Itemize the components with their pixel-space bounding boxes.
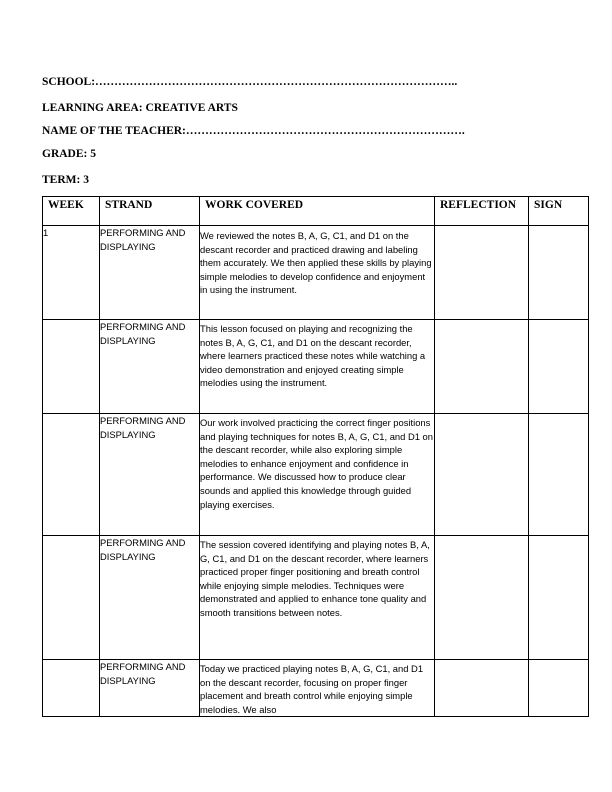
grade-label: GRADE: 5 xyxy=(42,148,96,160)
week-cell xyxy=(43,536,100,660)
reflection-cell xyxy=(435,320,529,414)
teacher-name-field: NAME OF THE TEACHER:………………………………………………………………. xyxy=(42,125,465,137)
week-cell: 1 xyxy=(43,226,100,320)
table-row xyxy=(43,226,589,320)
strand-cell: PERFORMING AND DISPLAYING xyxy=(100,320,200,414)
reflection-cell xyxy=(435,226,529,320)
week-cell xyxy=(43,660,100,717)
record-of-work-table xyxy=(42,196,589,717)
week-cell xyxy=(43,414,100,536)
learning-area-label: LEARNING AREA: CREATIVE ARTS xyxy=(42,102,238,114)
sign-cell xyxy=(529,320,589,414)
work-covered-cell: Today we practiced playing notes B, A, G, C1, and D1 on the descant recorder, focusing on proper finger placement and breath control while enjoying simple melodies. We also xyxy=(200,660,435,717)
column-header-week: WEEK xyxy=(43,197,100,226)
table-row xyxy=(43,536,589,660)
column-header-reflection: REFLECTION xyxy=(435,197,529,226)
column-header-strand: STRAND xyxy=(100,197,200,226)
school-field: SCHOOL:………………………………………………………………………………….. xyxy=(42,76,458,88)
table-row xyxy=(43,414,589,536)
strand-cell: PERFORMING AND DISPLAYING xyxy=(100,226,200,320)
term-label: TERM: 3 xyxy=(42,174,89,186)
work-covered-cell: We reviewed the notes B, A, G, C1, and D1 on the descant recorder and practiced drawing and labeling them accurately. We then applied these skills by playing simple melodies to develop confidence and enjoyment in using the instrument. xyxy=(200,226,435,320)
sign-cell xyxy=(529,536,589,660)
strand-cell: PERFORMING AND DISPLAYING xyxy=(100,536,200,660)
reflection-cell xyxy=(435,660,529,717)
work-covered-cell: This lesson focused on playing and recognizing the notes B, A, G, C1, and D1 on the descant recorder, where learners practiced these notes while watching a video demonstration and enjoyed creating simple melodies using the instrument. xyxy=(200,320,435,414)
strand-cell: PERFORMING AND DISPLAYING xyxy=(100,660,200,717)
sign-cell xyxy=(529,660,589,717)
work-covered-cell: Our work involved practicing the correct finger positions and playing techniques for notes B, A, G, C1, and D1 on the descant recorder, while also exploring simple melodies to enhance enjoyment and confidence in performance. We discussed how to produce clear sounds and applied this knowledge through guided playing exercises. xyxy=(200,414,435,536)
sign-cell xyxy=(529,414,589,536)
week-cell xyxy=(43,320,100,414)
table-row xyxy=(43,660,589,717)
strand-cell: PERFORMING AND DISPLAYING xyxy=(100,414,200,536)
reflection-cell xyxy=(435,414,529,536)
reflection-cell xyxy=(435,536,529,660)
table-row xyxy=(43,320,589,414)
column-header-work-covered: WORK COVERED xyxy=(200,197,435,226)
sign-cell xyxy=(529,226,589,320)
column-header-sign: SIGN xyxy=(529,197,589,226)
work-covered-cell: The session covered identifying and playing notes B, A, G, C1, and D1 on the descant recorder, where learners practiced proper finger positioning and breath control while enjoying simple melodies. Techniques were demonstrated and applied to enhance tone quality and smooth transitions between notes. xyxy=(200,536,435,660)
table-header-row xyxy=(43,197,589,226)
